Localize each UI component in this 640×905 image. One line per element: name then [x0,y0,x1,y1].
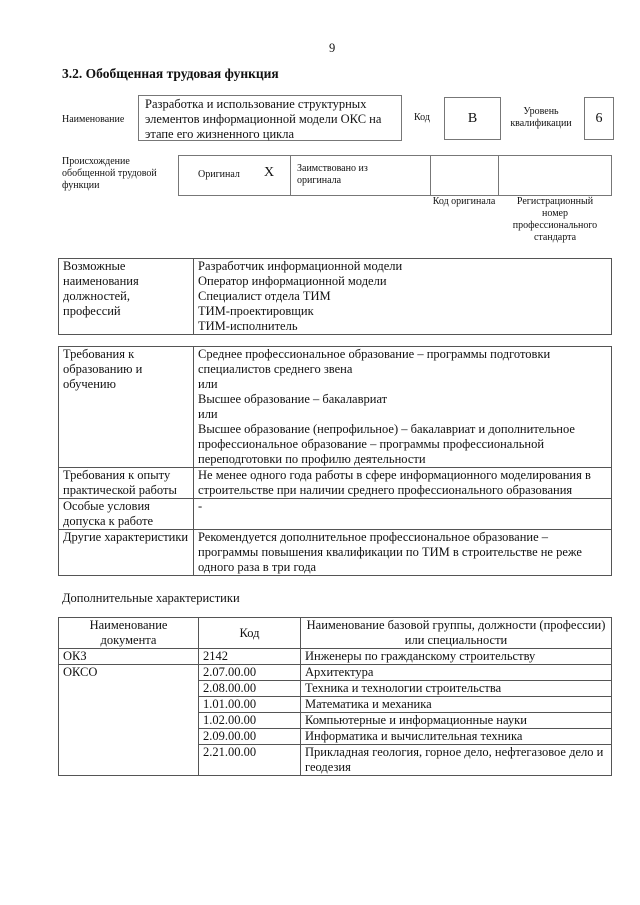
position-item: Специалист отдела ТИМ [198,289,331,303]
position-item: Оператор информационной модели [198,274,387,288]
code-cell: 2142 [199,649,301,665]
code-cell: 2.07.00.00 [199,665,301,681]
additional-title: Дополнительные характеристики [62,591,240,605]
positions-table [58,258,612,335]
positions-label: Возможные наименования должностей, профессий [59,259,194,335]
position-item: Разработчик информационной модели [198,259,403,273]
name-label: Наименование [62,114,125,125]
requirement-label: Другие характеристики [59,530,194,576]
name-cell: Архитектура [301,665,612,681]
original-code-caption: Код оригинала [432,196,496,207]
requirement-label: Требования к образованию и обучению [59,347,194,468]
divider [430,155,431,196]
borrowed-label: Заимствовано из оригинала [297,163,368,186]
requirement-line: или [198,407,218,421]
header-doc: Наименование документа [59,618,199,649]
code-cell: 1.02.00.00 [199,713,301,729]
additional-table [58,617,612,776]
original-mark: X [264,165,275,180]
position-item: ТИМ-проектировщик [198,304,314,318]
requirement-line: Высшее образование – бакалавриат [198,392,388,406]
requirement-label: Особые условия допуска к работе [59,499,194,530]
divider [290,155,291,196]
name-cell: Компьютерные и информационные науки [301,713,612,729]
origin-label: Происхождение обобщенной трудовой функции [62,156,157,191]
name-cell: Прикладная геология, горное дело, нефтегазовое дело и геодезия [301,745,612,776]
position-item: ТИМ-исполнитель [198,319,298,333]
table-header [59,618,612,649]
requirements-table [58,346,612,576]
table-row [59,649,612,665]
code-cell: 2.09.00.00 [199,729,301,745]
header-name: Наименование базовой группы, должности (профессии) или специальности [301,618,612,649]
name-cell: Инженеры по гражданскому строительству [301,649,612,665]
name-cell: Техника и технологии строительства [301,681,612,697]
header-code: Код [199,618,301,649]
code-cell: 2.08.00.00 [199,681,301,697]
requirement-line: или [198,377,218,391]
function-name: Разработка и использование структурных элементов информационной модели ОКС на этапе его жизненного цикла [138,95,402,141]
requirement-line: Высшее образование (непрофильное) – бакалавриат и дополнительное профессиональное образование – программы профессиональной переподготовки по профилю деятельности [198,422,575,466]
requirement-label: Требования к опыту практической работы [59,468,194,499]
code-label: Код [414,112,430,123]
positions-list [194,259,612,335]
section-heading: 3.2. Обобщенная трудовая функция [62,66,279,81]
code-cell: 2.21.00.00 [199,745,301,776]
table-row [59,665,612,681]
divider [498,155,499,196]
reg-number-caption: Регистрационный номер профессионального стандарта [512,196,598,243]
requirement-line: Среднее профессиональное образование – программы подготовки специалистов среднего звена [198,347,551,376]
requirement-value: - [194,499,612,530]
requirement-value: Рекомендуется дополнительное профессиональное образование – программы повышения квалификации по ТИМ в строительстве не реже одного раза в три года [194,530,612,576]
original-label: Оригинал [198,169,240,180]
name-cell: Информатика и вычислительная техника [301,729,612,745]
requirement-value: Не менее одного года работы в сфере информационного моделирования в строительстве при наличии среднего профессионального образования [194,468,612,499]
table-row [59,347,612,468]
level-label: Уровень квалификации [510,106,572,129]
code-cell: 1.01.00.00 [199,697,301,713]
code-value: B [444,97,501,140]
page-number: 9 [329,41,336,55]
table-row [59,530,612,576]
table-row [59,468,612,499]
requirement-value [194,347,612,468]
table-row [59,499,612,530]
level-value: 6 [584,97,614,140]
name-cell: Математика и механика [301,697,612,713]
doc-cell: ОКЗ [59,649,199,665]
doc-cell: ОКСО [59,665,199,776]
